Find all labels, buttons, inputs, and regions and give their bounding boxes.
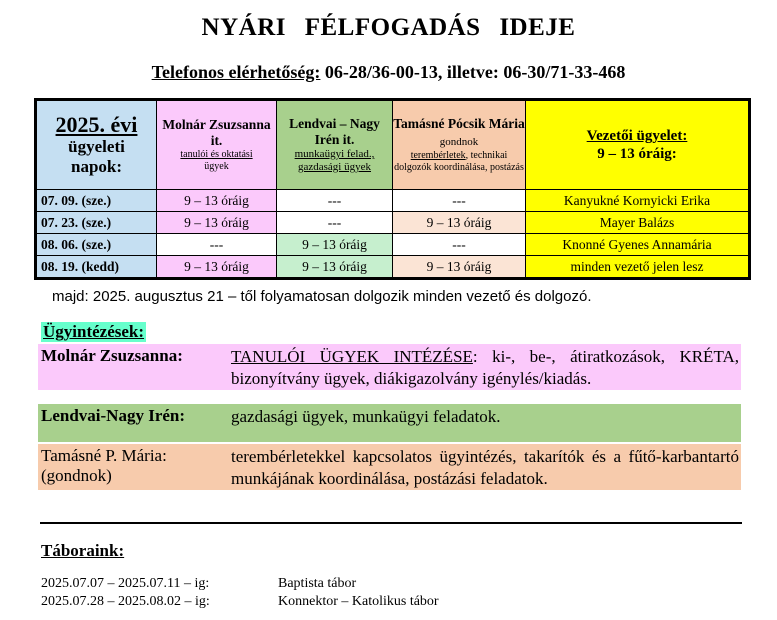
camp-dates: 2025.07.28 – 2025.08.02 – ig: [41, 594, 210, 609]
taborok-heading: Táboraink: [41, 541, 125, 560]
row-date: 07. 09. (sze.) [36, 190, 157, 212]
row-cell-vezetoi: Kanyukné Kornyicki Erika [526, 190, 750, 212]
divider [40, 522, 742, 524]
row-cell-molnar: 9 – 13 óráig [157, 256, 277, 279]
ugyintezes-desc: gazdasági ügyek, munkaügyi feladatok. [231, 407, 501, 426]
row-cell-tamasne: --- [393, 234, 526, 256]
ugyintezes-desc-text: : ki-, be-, átiratkozások, KRÉTA, bizonyítvány ügyek, diákigazolvány igénylés/kiadás. [231, 347, 739, 388]
ugyintezes-desc: terembérletekkel kapcsolatos ügyintézés, takarítók és a fűtő-karbantartó munkájának koordinálása, postázási feladatok. [231, 447, 739, 488]
ugyintezes-name: Molnár Zsuzsanna: [41, 346, 183, 365]
ugyintezes-desc [231, 346, 739, 390]
header-tamasne [393, 100, 526, 190]
corner-line2: ügyeleti [68, 137, 125, 156]
header-vezetoi-name: Vezetői ügyelet: [586, 128, 688, 144]
continuation-note: majd: 2025. augusztus 21 – től folyamatosan dolgozik minden vezető és dolgozó. [52, 288, 592, 305]
row-cell-lendvai: 9 – 13 óráig [277, 256, 393, 279]
header-tamasne-tail: gondnok [439, 136, 479, 148]
header-molnar-name: Molnár Zsuzsanna it. [162, 117, 271, 148]
row-cell-tamasne: 9 – 13 óráig [393, 256, 526, 279]
phone-line [0, 62, 777, 83]
camp-dates: 2025.07.07 – 2025.07.11 – ig: [41, 576, 210, 591]
header-lendvai [277, 100, 393, 190]
table-row [36, 234, 750, 256]
header-molnar [157, 100, 277, 190]
header-molnar-sub2: ügyek [204, 161, 229, 172]
header-corner [36, 100, 157, 190]
ugyintezes-name [41, 446, 167, 486]
header-vezetoi-sub: 9 – 13 óráig: [597, 146, 677, 162]
corner-line3: napok: [70, 157, 123, 176]
phone-value: 06-28/36-00-13, illetve: 06-30/71-33-468 [320, 62, 626, 82]
camp-name: Konnektor – Katolikus tábor [278, 594, 439, 609]
header-lendvai-name: Lendvai – Nagy Irén it. [289, 116, 380, 147]
row-cell-lendvai: 9 – 13 óráig [277, 234, 393, 256]
ugyintezes-name-main: Tamásné P. Mária: [41, 446, 167, 465]
header-molnar-sub: tanulói és oktatási [180, 149, 253, 160]
row-cell-molnar: 9 – 13 óráig [157, 212, 277, 234]
row-cell-molnar: 9 – 13 óráig [157, 190, 277, 212]
row-date: 08. 06. (sze.) [36, 234, 157, 256]
row-date: 07. 23. (sze.) [36, 212, 157, 234]
row-cell-lendvai: --- [277, 212, 393, 234]
page-title: NYÁRI FÉLFOGADÁS IDEJE [201, 14, 576, 41]
ugyintezes-desc-lead: TANULÓI ÜGYEK INTÉZÉSE [231, 347, 473, 366]
corner-line1: 2025. évi [55, 112, 138, 137]
ugyintezes-item-molnar [38, 344, 741, 390]
row-cell-tamasne: 9 – 13 óráig [393, 212, 526, 234]
ugyintezes-item-lendvai [38, 404, 741, 442]
row-cell-vezetoi: Mayer Balázs [526, 212, 750, 234]
row-cell-tamasne: --- [393, 190, 526, 212]
row-cell-molnar: --- [157, 234, 277, 256]
header-vezetoi [526, 100, 750, 190]
header-lendvai-sub: munkaügyi felad., gazdasági ügyek [294, 148, 375, 173]
header-tamasne-name: Tamásné Pócsik Mária [393, 116, 525, 131]
header-tamasne-sub: terembérletek [410, 150, 466, 161]
ugyintezesek-heading: Ügyintézések: [43, 322, 145, 341]
row-cell-vezetoi: Knonné Gyenes Annamária [526, 234, 750, 256]
camp-name: Baptista tábor [278, 576, 357, 591]
header-tamasne-sub2: , technikai dolgozók koordinálása, postázás [394, 150, 524, 173]
row-cell-vezetoi: minden vezető jelen lesz [526, 256, 750, 279]
phone-label: Telefonos elérhetőség: [151, 62, 321, 82]
table-row [36, 256, 750, 279]
table-row [36, 212, 750, 234]
schedule-table [34, 98, 751, 280]
row-date: 08. 19. (kedd) [36, 256, 157, 279]
ugyintezes-item-tamasne [38, 444, 741, 490]
ugyintezes-name: Lendvai-Nagy Irén: [41, 406, 186, 425]
ugyintezes-name-role: (gondnok) [41, 466, 112, 485]
table-header-row [36, 100, 750, 190]
table-row [36, 190, 750, 212]
row-cell-lendvai: --- [277, 190, 393, 212]
